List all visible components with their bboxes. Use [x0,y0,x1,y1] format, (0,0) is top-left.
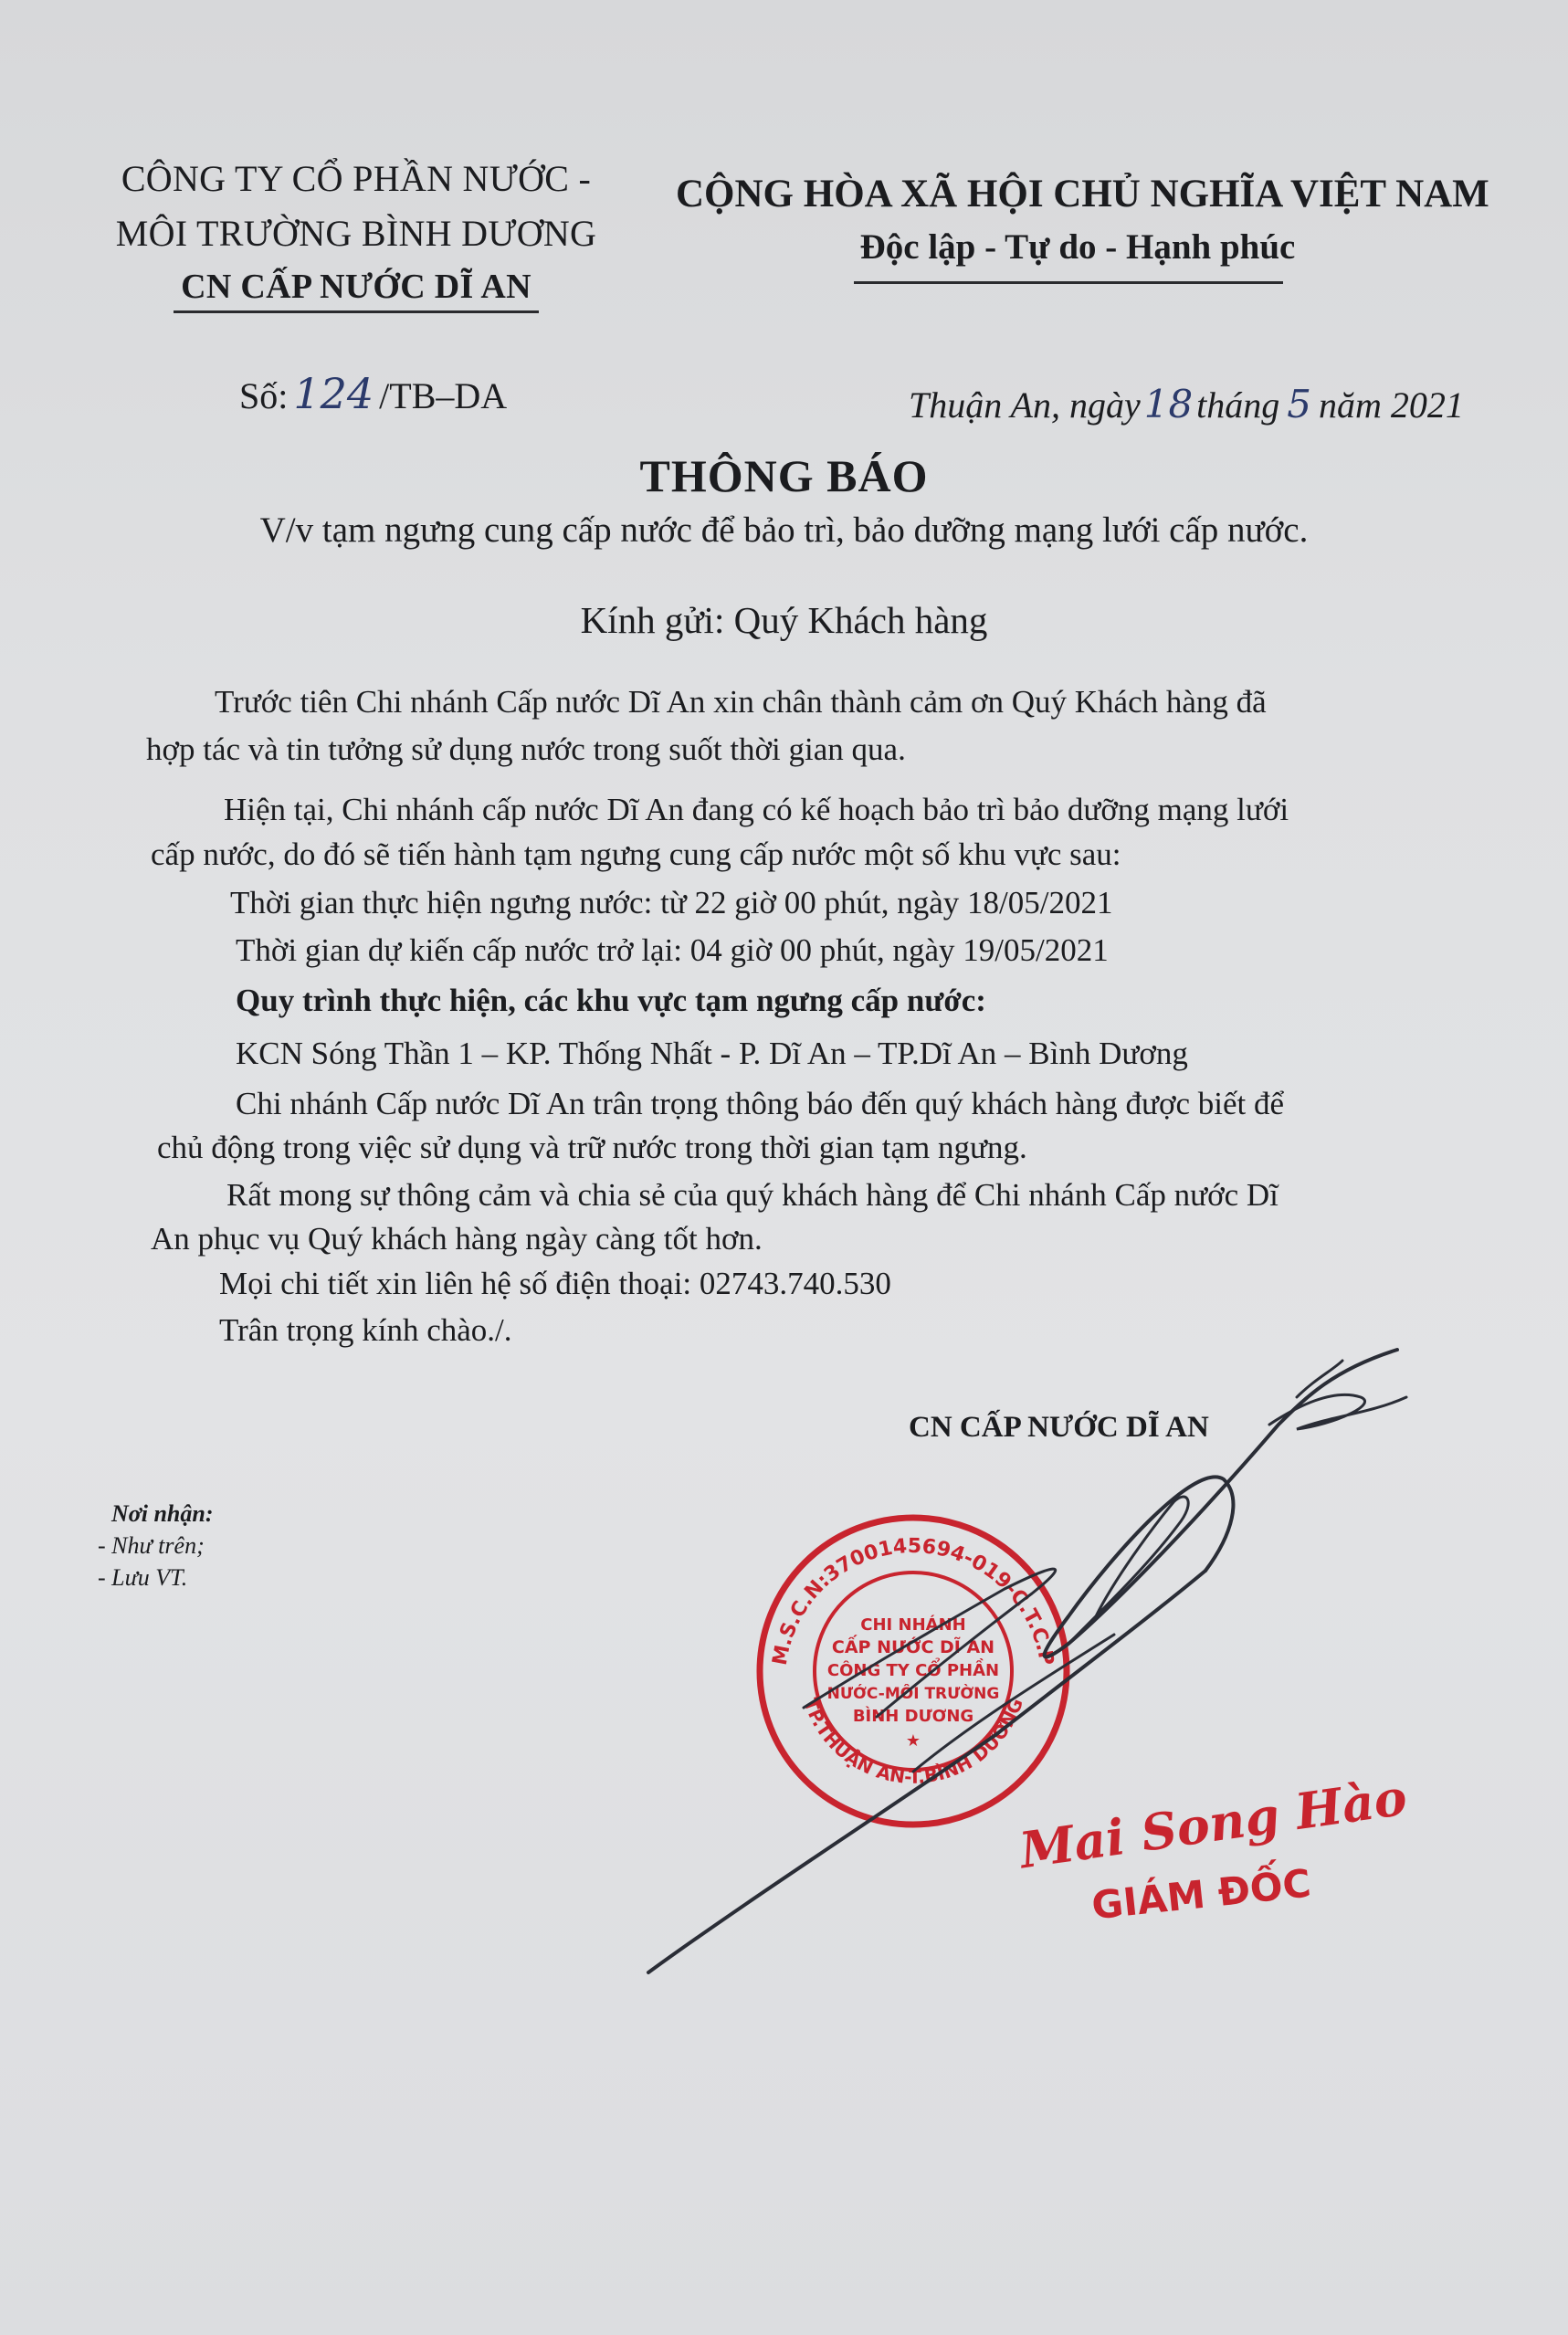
date-line [909,382,1464,426]
seal-ring-text: M.S.C.N:3700145694-019-C.T.C.P [768,1534,1058,1667]
body-p1-line2: hợp tác và tin tưởng sử dụng nước trong suốt thời gian qua. [146,731,906,767]
branch-underline [174,310,539,313]
seal-center-line4: NƯỚC-MÔI TRƯỜNG [826,1685,1000,1703]
company-name-line1: CÔNG TY CỔ PHẦN NƯỚC - [121,158,592,199]
doc-number [239,369,507,418]
handwritten-signature [639,1342,1461,2000]
signature-unit: CN CẤP NƯỚC DĨ AN [909,1411,1209,1444]
body-p2-line1: Hiện tại, Chi nhánh cấp nước Dĩ An đang có kế hoạch bảo trì bảo dưỡng mạng lưới [224,792,1289,827]
doc-number-suffix: /TB–DA [379,375,508,416]
affected-area: KCN Sóng Thần 1 – KP. Thống Nhất - P. Dĩ An – TP.Dĩ An – Bình Dương [236,1036,1188,1071]
recipients-item2: - Lưu VT. [98,1564,188,1591]
body-p4-line1: Rất mong sự thông cảm và chia sẻ của quý khách hàng để Chi nhánh Cấp nước Dĩ [226,1177,1279,1213]
seal-bottom-text: TP.THUẬN AN-T.BÌNH DƯƠNG [799,1695,1027,1788]
greeting: Kính gửi: Quý Khách hàng [580,599,988,641]
body-p3-line1: Chi nhánh Cấp nước Dĩ An trân trọng thông báo đến quý khách hàng được biết để [236,1086,1285,1121]
time-resume: Thời gian dự kiến cấp nước trở lại: 04 giờ 00 phút, ngày 19/05/2021 [236,932,1109,968]
area-heading: Quy trình thực hiện, các khu vực tạm ngưng cấp nước: [236,983,986,1018]
seal-star: ★ [905,1731,921,1751]
notice-title: THÔNG BÁO [639,450,929,501]
contact-phone: Mọi chi tiết xin liên hệ số điện thoại: 02743.740.530 [219,1266,891,1301]
signer-title: GIÁM ĐỐC [1089,1860,1313,1929]
national-title: CỘNG HÒA XÃ HỘI CHỦ NGHĨA VIỆT NAM [676,173,1489,216]
date-year: năm 2021 [1319,384,1464,426]
seal-center-line3: CÔNG TY CỔ PHẦN [826,1661,1000,1680]
recipients-item1: - Như trên; [98,1532,205,1559]
doc-number-handwritten: 124 [293,369,374,418]
seal-center-line2: CẤP NƯỚC DĨ AN [831,1637,995,1657]
body-p2-line2: cấp nước, do đó sẽ tiến hành tạm ngưng cung cấp nước một số khu vực sau: [151,836,1121,872]
seal-center-line5: BÌNH DƯƠNG [852,1707,974,1726]
signer-name: Mai Song Hào [1016,1767,1411,1880]
company-name-line2: MÔI TRƯỜNG BÌNH DƯƠNG [115,213,597,254]
date-day: 18 [1143,382,1194,426]
national-motto: Độc lập - Tự do - Hạnh phúc [859,227,1296,267]
date-month: 5 [1287,382,1312,426]
body-p1-line1: Trước tiên Chi nhánh Cấp nước Dĩ An xin chân thành cảm ơn Quý Khách hàng đã [215,684,1267,720]
branch-name: CN CẤP NƯỚC DĨ AN [181,268,531,306]
motto-underline [854,281,1283,284]
seal-center-line1: CHI NHÁNH [860,1615,966,1635]
recipients-heading: Nơi nhận: [111,1500,214,1527]
notice-subject: V/v tạm ngưng cung cấp nước để bảo trì, bảo dưỡng mạng lưới cấp nước. [259,510,1309,550]
doc-number-prefix: Số: [239,375,289,416]
closing-line: Trân trọng kính chào./. [219,1312,512,1348]
time-stop: Thời gian thực hiện ngưng nước: từ 22 giờ 00 phút, ngày 18/05/2021 [230,885,1113,920]
body-p3-line2: chủ động trong việc sử dụng và trữ nước trong thời gian tạm ngưng. [157,1130,1027,1165]
body-p4-line2: An phục vụ Quý khách hàng ngày càng tốt hơn. [151,1221,763,1257]
date-month-word: tháng [1196,384,1280,426]
date-place: Thuận An, ngày [909,384,1141,426]
